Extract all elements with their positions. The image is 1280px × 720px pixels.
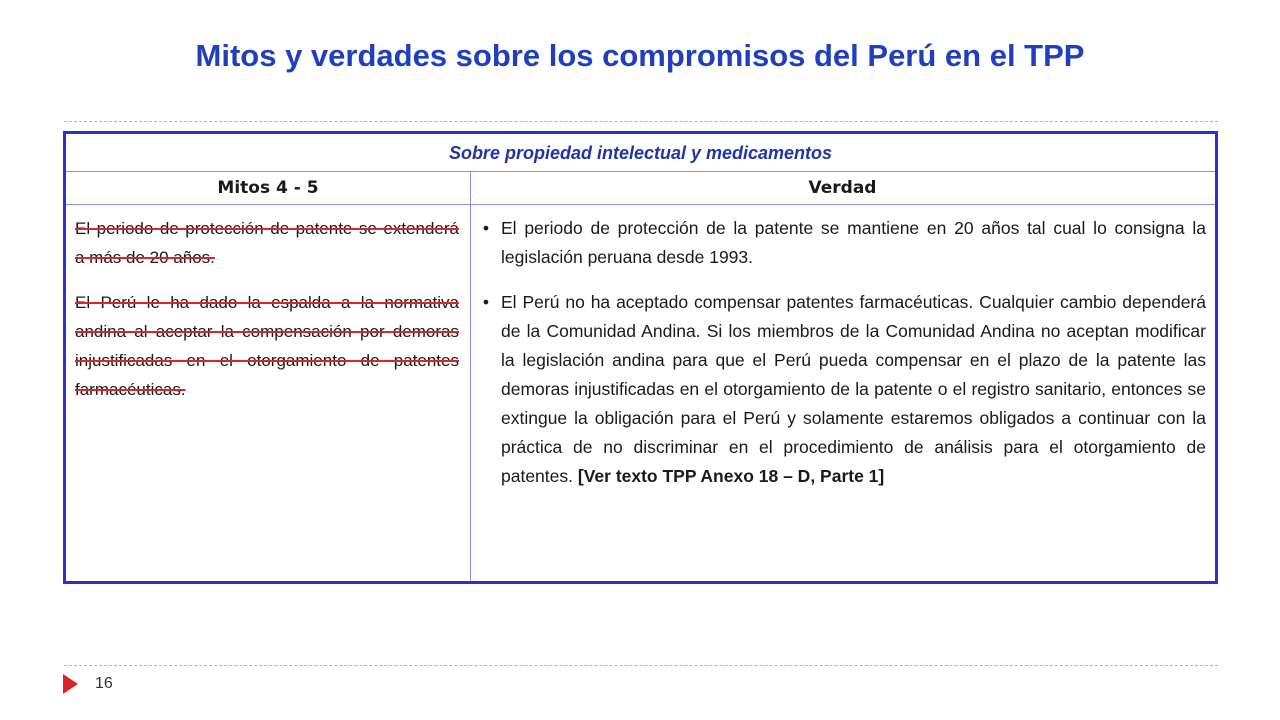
top-divider	[64, 121, 1218, 122]
myth-item	[75, 214, 459, 272]
truth-text: El periodo de protección de la patente se mantiene en 20 años tal cual lo consigna la legislación peruana desde 1993.	[501, 218, 1206, 267]
truth-item	[479, 214, 1206, 272]
myths-cell	[75, 214, 459, 420]
myth-text-struck: El periodo de protección de patente se extenderá a más de 20 años.	[75, 219, 459, 267]
red-triangle-icon	[63, 674, 78, 694]
truth-cell	[479, 214, 1206, 507]
bottom-divider	[64, 665, 1218, 666]
truth-text: El Perú no ha aceptado compensar patentes farmacéuticas. Cualquier cambio dependerá de la Comunidad Andina. Si los miembros de la Comunidad Andina no aceptan modificar la legislación andina para que el Perú pueda compensar en el plazo de la patente las demoras injustificadas en el otorgamiento de la patente o el registro sanitario, entonces se extingue la obligación para el Perú y solamente estaremos obligados a continuar con la práctica de no discriminar en el procedimiento de análisis para el otorgamiento de patentes.	[501, 292, 1206, 486]
truth-item	[479, 288, 1206, 491]
bullet-icon: •	[482, 218, 490, 238]
myth-text-struck: El Perú le ha dado la espalda a la normativa andina al aceptar la compensación por demoras injustificadas en el otorgamiento de patentes farmacéuticas.	[75, 293, 459, 399]
column-divider	[470, 172, 471, 581]
page-number: 16	[95, 675, 113, 692]
slide-title: Mitos y verdades sobre los compromisos del Perú en el TPP	[195, 38, 1085, 73]
myths-column-header: Mitos 4 - 5	[66, 172, 470, 205]
bullet-icon: •	[482, 292, 490, 312]
table-section-heading: Sobre propiedad intelectual y medicamentos	[66, 134, 1215, 172]
treaty-reference: [Ver texto TPP Anexo 18 – D, Parte 1]	[577, 466, 885, 486]
myth-item	[75, 288, 459, 404]
myths-truth-table	[63, 131, 1218, 584]
truth-column-header: Verdad	[470, 172, 1215, 205]
